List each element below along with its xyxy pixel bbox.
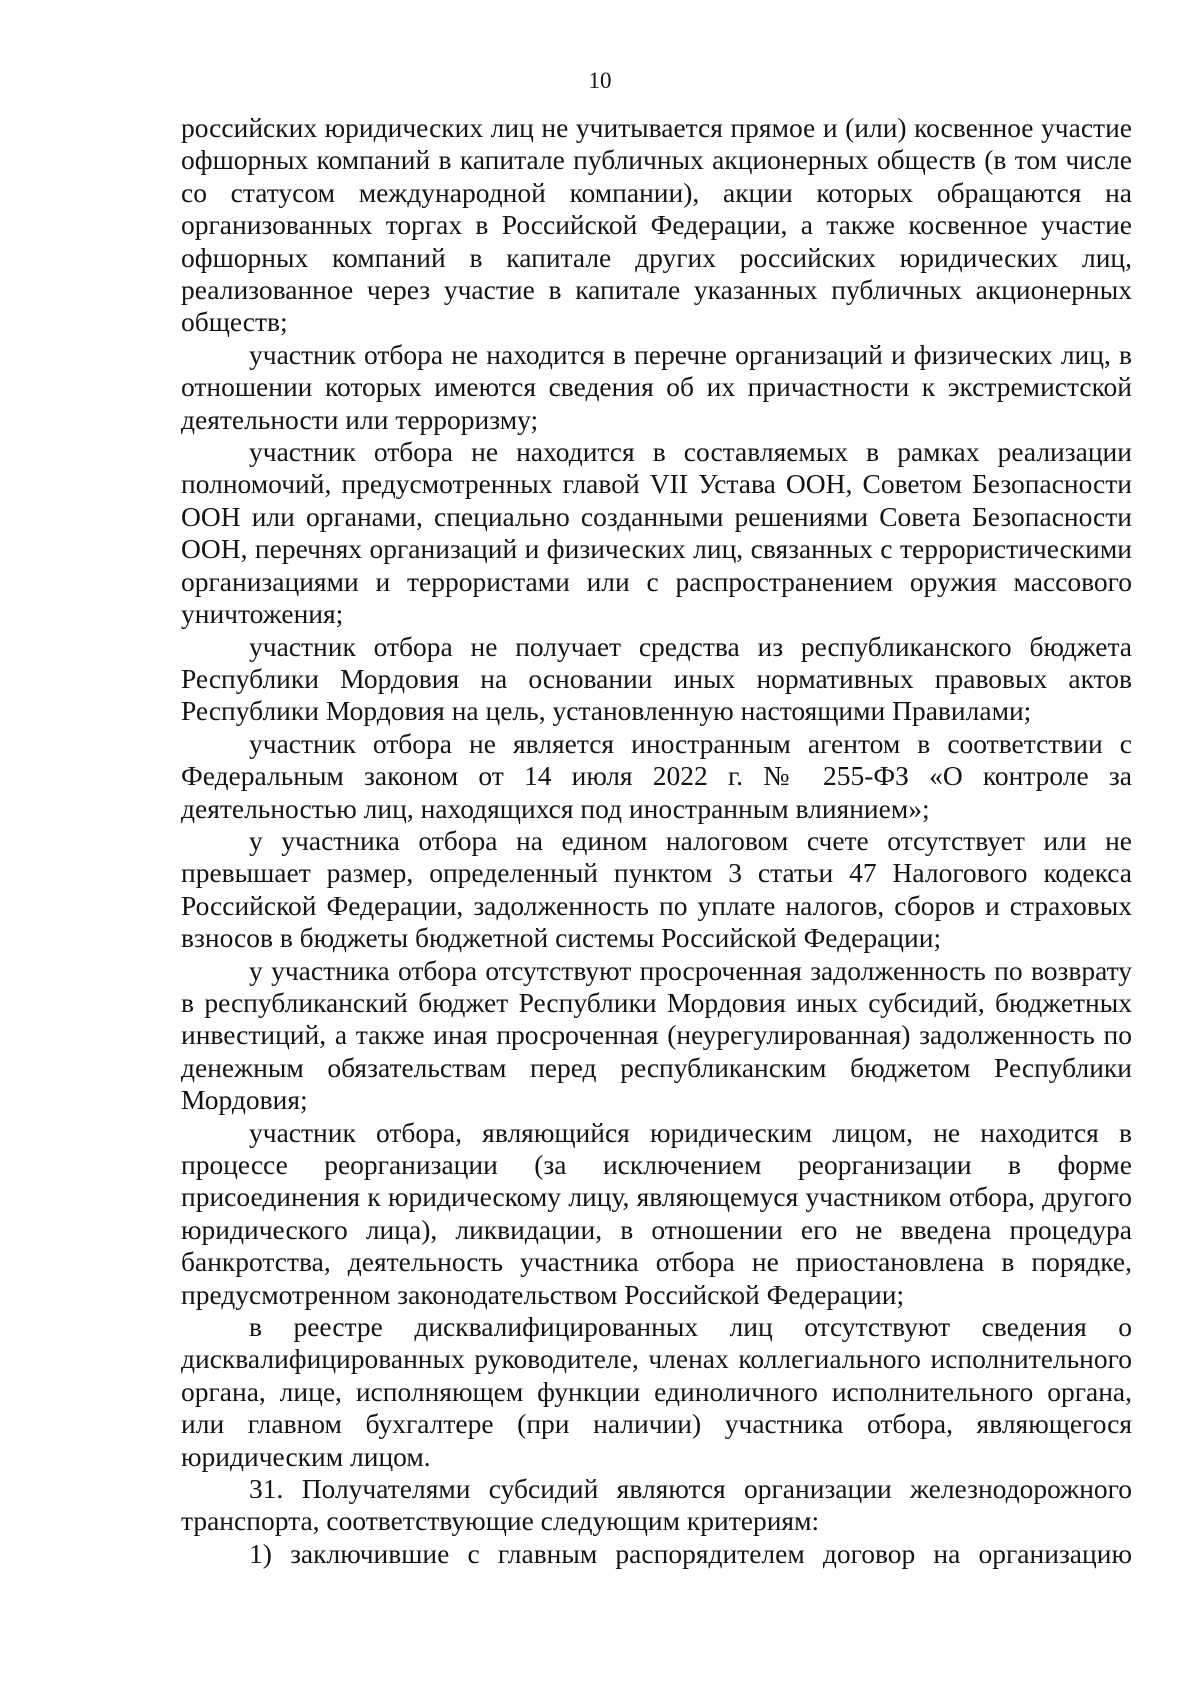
paragraph-tax-debt: у участника отбора на едином налоговом счете отсутствует или не превышает размер, определенный пунктом 3 статьи 47 Налогового кодекса Российской Федерации, задолженность по уплате налогов, сборов и страховых взносов в бюджеты бюджетной системы Российской Федерации;	[181, 824, 1132, 954]
paragraph-offshore-participation: российских юридических лиц не учитывается прямое и (или) косвенное участие офшорных компаний в капитале публичных акционерных обществ (в том числе со статусом международной компании), акции которых обращаются на организованных торгах в Российской Федерации, а также косвенное участие офшорных компаний в капитале других российских юридических лиц, реализованное через участие в капитале указанных публичных акционерных обществ;	[181, 112, 1132, 338]
paragraph-item-31: 31. Получателями субсидий являются организации железнодорожного транспорта, соответствующие следующим критериям:	[181, 1473, 1132, 1537]
paragraph-criterion-1: 1) заключившие с главным распорядителем договор на организацию	[249, 1537, 1132, 1569]
page-number: 10	[588, 68, 612, 93]
paragraph-un-security-council-lists: участник отбора не находится в составляемых в рамках реализации полномочий, предусмотренных главой VII Устава ООН, Советом Безопасности ООН или органами, специально созданными решениями Совета Безопасности ООН, перечнях организаций и физических лиц, связанных с террористическими организациями и террористами или с распространением оружия массового уничтожения;	[181, 436, 1132, 630]
paragraph-overdue-debt: у участника отбора отсутствуют просроченная задолженность по возврату в республиканский бюджет Республики Мордовия иных субсидий, бюджетных инвестиций, а также иная просроченная (неурегулированная) задолженность по денежным обязательствам перед республиканским бюджетом Республики Мордовия;	[181, 954, 1132, 1116]
paragraph-disqualified-persons: в реестре дисквалифицированных лиц отсутствуют сведения о дисквалифицированных руководителе, членах коллегиального исполнительного органа, лице, исполняющем функции единоличного исполнительного органа, или главном бухгалтере (при наличии) участника отбора, являющегося юридическим лицом.	[181, 1311, 1132, 1472]
paragraph-reorganization: участник отбора, являющийся юридическим лицом, не находится в процессе реорганизации (за исключением реорганизации в форме присоединения к юридическому лицу, являющемуся участником отбора, другого юридического лица), ликвидации, в отношении его не введена процедура банкротства, деятельность участника отбора не приостановлена в порядке, предусмотренном законодательством Российской Федерации;	[181, 1116, 1132, 1310]
paragraph-foreign-agent: участник отбора не является иностранным агентом в соответствии с Федеральным законом от 14 июля 2022 г. № 255-ФЗ «О контроле за деятельностью лиц, находящихся под иностранным влиянием»;	[181, 727, 1132, 824]
paragraph-extremism-list: участник отбора не находится в перечне организаций и физических лиц, в отношении которых имеются сведения об их причастности к экстремистской деятельности или терроризму;	[181, 338, 1132, 435]
document-body	[181, 112, 1132, 1570]
paragraph-budget-funds: участник отбора не получает средства из республиканского бюджета Республики Мордовия на основании иных нормативных правовых актов Республики Мордовия на цель, установленную настоящими Правилами;	[181, 630, 1132, 727]
